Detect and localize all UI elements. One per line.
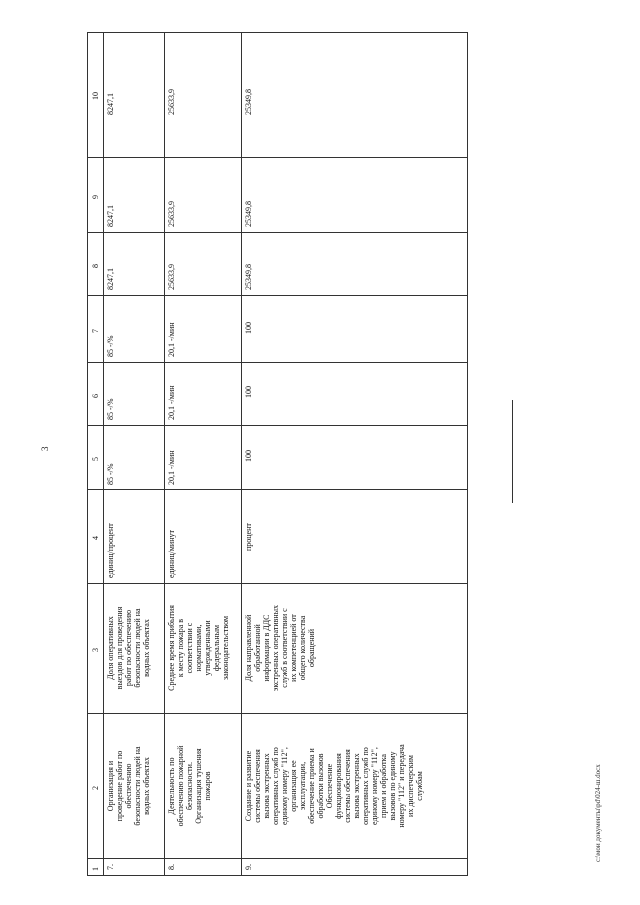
header-cell-7: 7 [91, 329, 100, 333]
row-8-number: 8. [167, 864, 176, 870]
row-7-unit: единиц/процент [106, 523, 115, 578]
column-separator [87, 425, 468, 426]
header-cell-6: 6 [91, 394, 100, 398]
column-separator [87, 295, 468, 296]
row-8-indicator: Среднее время прибытия к месту пожара в соответствии с нормативами, утвержденными федеральным законодательством [167, 605, 230, 691]
header-cell-10: 10 [91, 92, 100, 100]
row-9-col5: 100 [244, 450, 253, 462]
row-8-col6: 20,1 -/мин [167, 385, 176, 420]
column-separator [87, 858, 468, 859]
row-9-indicator: Доля направленной обработанной информации в ДДС экстренных оперативных служб в соответствии с их компетенцией от общего количества обращений [244, 604, 316, 692]
row-7-name: Организация и проведение работ по обеспечению безопасности людей на водных объектах [106, 746, 151, 826]
row-9-unit: процент [244, 523, 253, 551]
header-cell-1: 1 [91, 867, 100, 871]
column-separator [87, 232, 468, 233]
table-border-bottom [87, 875, 468, 876]
row-9-name: Создание и развитие системы обеспечения вызова экстренных оперативных служб по единому номеру "112", организация ее эксплуатации, обеспечение приема и обработки вызовов Обеспечение функционирования системы обеспечения вызова экстренных оперативных служб по единому номеру "112", прием и обработка вызовов по единому номеру "112" и передача их диспетчерским службам [244, 744, 424, 828]
column-separator [87, 583, 468, 584]
table-border-left [87, 32, 88, 876]
row-7-col9: 8247,1 [106, 205, 115, 227]
header-cell-2: 2 [91, 786, 100, 790]
row-8-col5: 20,1 -/мин [167, 450, 176, 485]
row-9-number: 9. [244, 864, 253, 870]
table-border-top [87, 32, 468, 33]
closing-rule [512, 400, 513, 503]
row-9-col7: 100 [244, 322, 253, 334]
footer-file-path: c:\мои документы\pd\024-ш.docx [594, 764, 602, 862]
row-separator [164, 32, 165, 876]
row-8-col8: 25633,9 [167, 264, 176, 290]
header-cell-4: 4 [91, 536, 100, 540]
row-7-col6: 85 -/% [106, 398, 115, 420]
row-9-col6: 100 [244, 386, 253, 398]
header-cell-5: 5 [91, 457, 100, 461]
row-7-col5: 85 -/% [106, 463, 115, 485]
row-8-col10: 25633,9 [167, 89, 176, 115]
row-8-unit: единиц/минут [167, 530, 176, 578]
header-cell-9: 9 [91, 195, 100, 199]
row-7-number: 7. [106, 864, 115, 870]
row-separator [241, 32, 242, 876]
row-8-col9: 25633,9 [167, 201, 176, 227]
row-7-col8: 8247,1 [106, 268, 115, 290]
row-9-col10: 25349,8 [244, 89, 253, 115]
row-7-col10: 8247,1 [106, 93, 115, 115]
header-cell-3: 3 [91, 648, 100, 652]
table-border-right [467, 32, 468, 876]
header-cell-8: 8 [91, 264, 100, 268]
column-separator [87, 713, 468, 714]
row-9-col9: 25349,8 [244, 201, 253, 227]
row-7-indicator: Доля оперативных выездов для проведения работ по обеспечению безопасности людей на водных объектах [106, 606, 151, 690]
row-9-col8: 25349,8 [244, 264, 253, 290]
row-7-col7: 85 -/% [106, 335, 115, 357]
page-number: 3 [40, 446, 50, 451]
column-separator [87, 157, 468, 158]
column-separator [87, 362, 468, 363]
row-separator [103, 32, 104, 876]
row-8-name: Деятельность по обеспечению пожарной безопасности. Организация тушения пожаров [167, 745, 212, 827]
column-separator [87, 489, 468, 490]
row-8-col7: 20,1 -/мин [167, 322, 176, 357]
